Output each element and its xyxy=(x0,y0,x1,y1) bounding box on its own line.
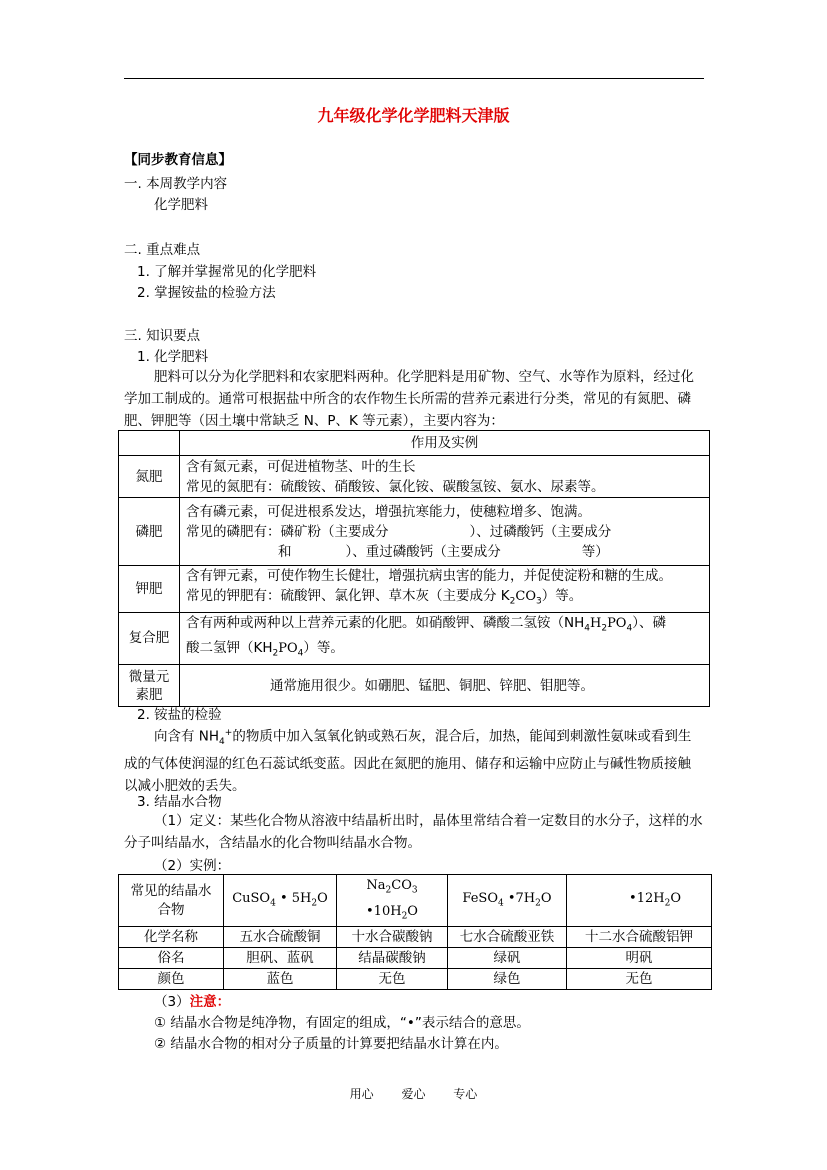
row-line: 含有钾元素，可使作物生长健壮，增强抗病虫害的能力，并促使淀粉和糖的生成。 xyxy=(186,568,672,584)
table-cell: 七水合硫酸亚铁 xyxy=(448,927,567,948)
table-row xyxy=(119,665,710,707)
row-name: 复合肥 xyxy=(119,612,180,664)
note-heading: （3）注意： xyxy=(154,994,231,1010)
table-header: 作用及实例 xyxy=(180,431,710,456)
note-item-2: ② 结晶水合物的相对分子质量的计算要把结晶水计算在内。 xyxy=(154,1036,508,1052)
s2-heading: 二. 重点难点 xyxy=(124,242,201,258)
point1-paragraph: 肥料可以分为化学肥料和农家肥料两种。化学肥料是用矿物、空气、水等作为原料，经过化学加工制成的。通常可根据盐中所含的农作物生长所需的营养元素进行分类，常见的有氮肥、磷肥、钾肥等（因土壤中常缺乏 N、P、K 等元素），主要内容为： xyxy=(124,369,694,429)
s1-content: 化学肥料 xyxy=(154,197,208,213)
row-line: 常见的氮肥有：硫酸铵、硝酸铵、氯化铵、碳酸氢铵、氨水、尿素等。 xyxy=(186,478,605,495)
section-heading: 【同步教育信息】 xyxy=(124,152,232,168)
row-line: 含有氮元素，可促进植物茎、叶的生长 xyxy=(186,458,416,475)
point1-heading: 1. 化学肥料 xyxy=(137,349,209,365)
definition-paragraph: （1）定义：某些化合物从溶液中结晶析出时，晶体里常结合着一定数目的水分子，这样的水分子叫结晶水，含结晶水的化合物叫结晶水合物。 xyxy=(124,813,703,851)
table-cell: 结晶碳酸钠 xyxy=(337,948,448,969)
table-cell: 五水合硫酸铜 xyxy=(224,927,337,948)
row-line: 常见的钾肥有：硫酸钾、氯化钾、草木灰（主要成分 $K_2CO_3$）等。 xyxy=(186,588,583,607)
formula-na2co3: $Na_2CO_3$ $•10H_2O$ xyxy=(337,875,448,927)
formula-cuso4: CuSO$_4$ • $5H_2O$ xyxy=(224,875,337,927)
s2-item-2: 2. 掌握铵盐的检验方法 xyxy=(137,285,276,301)
row-line: 通常施用很少。如硼肥、锰肥、铜肥、锌肥、钼肥等。 xyxy=(180,665,710,707)
s2-item-1: 1. 了解并掌握常见的化学肥料 xyxy=(137,264,317,280)
point2-heading: 2. 铵盐的检验 xyxy=(137,707,222,723)
row-line: 常见的磷肥有：磷矿粉（主要成分 ）、过磷酸钙（主要成分 xyxy=(186,523,612,540)
table-row xyxy=(119,948,712,969)
s1-heading: 一. 本周教学内容 xyxy=(124,176,228,192)
table-cell: 十水合碳酸钠 xyxy=(337,927,448,948)
table-cell: 无色 xyxy=(567,969,712,990)
point2-paragraph: 向含有 $NH_4^+$的物质中加入氢氧化钠或熟石灰，混合后，加热，能闻到刺激性氨味或看到生成的气体使润湿的红色石蕊试纸变蓝。因此在氮肥的施用、储存和运输中应防止与碱性物质接触以减小肥效的丢失。 xyxy=(124,728,692,795)
table-cell: 绿矾 xyxy=(448,948,567,969)
table-cell: 蓝色 xyxy=(224,969,337,990)
table-cell: 胆矾、蓝矾 xyxy=(224,948,337,969)
table-cell: 常见的结晶水合物 xyxy=(119,875,224,927)
table-cell: 颜色 xyxy=(119,969,224,990)
table-row xyxy=(119,875,712,927)
table-cell: 十二水合硫酸铝钾 xyxy=(567,927,712,948)
s3-heading: 三. 知识要点 xyxy=(124,328,201,344)
hydrate-table xyxy=(118,874,712,990)
note-item-1: ① 结晶水合物是纯净物，有固定的组成，“•”表示结合的意思。 xyxy=(154,1015,530,1031)
formula-feso4: FeSO$_4$ $•7H_2O$ xyxy=(448,875,567,927)
row-name: 磷肥 xyxy=(119,498,180,566)
table-cell: 无色 xyxy=(337,969,448,990)
table-row xyxy=(119,566,710,613)
row-line: 含有两种或两种以上营养元素的化肥。如硝酸钾、磷酸二氢铵$(NH_4H_2PO_4)$、磷 xyxy=(186,614,666,634)
fertilizer-table xyxy=(118,430,710,707)
formula-alum: $•12H_2O$ xyxy=(567,875,712,927)
table-cell: 绿色 xyxy=(448,969,567,990)
header-rule xyxy=(124,78,704,79)
table-row xyxy=(119,456,710,498)
example-label: （2）实例： xyxy=(154,858,231,874)
page-footer: 用心 爱心 专心 xyxy=(349,1087,478,1101)
table-row xyxy=(119,612,710,664)
row-name: 微量元素肥 xyxy=(119,665,180,707)
table-row xyxy=(119,969,712,990)
row-name: 氮肥 xyxy=(119,456,180,498)
table-cell: 化学名称 xyxy=(119,927,224,948)
point3-heading: 3. 结晶水合物 xyxy=(137,794,222,810)
page-title: 九年级化学化学肥料天津版 xyxy=(317,106,510,125)
table-cell: 明矾 xyxy=(567,948,712,969)
row-line: 和 ）、重过磷酸钙（主要成分 等） xyxy=(278,543,609,560)
row-line: 含有磷元素，可促进根系发达，增强抗寒能力，使穗粒增多、饱满。 xyxy=(186,503,591,520)
table-cell: 俗名 xyxy=(119,948,224,969)
table-row xyxy=(119,927,712,948)
row-line: 酸二氢钾$(KH_2PO_4)$等。 xyxy=(186,640,344,660)
table-row xyxy=(119,498,710,566)
row-name: 钾肥 xyxy=(119,566,180,613)
